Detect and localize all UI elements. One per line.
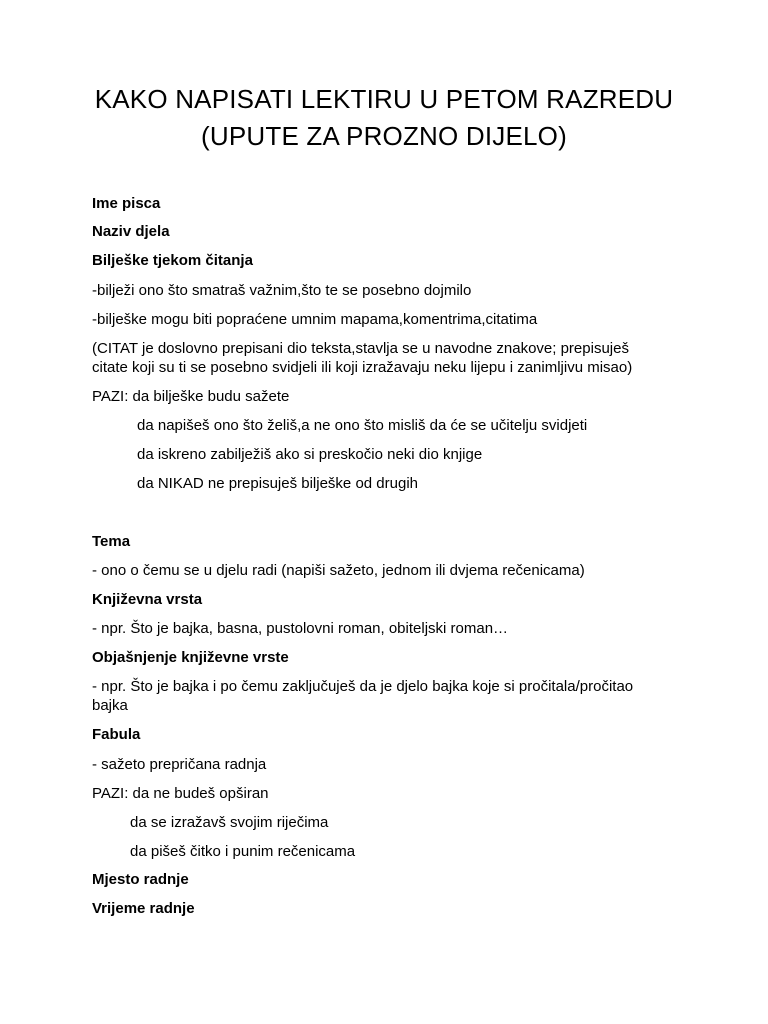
knjizevna-vrsta-text: - npr. Što je bajka, basna, pustolovni roman, obiteljski roman…	[92, 620, 509, 637]
document-title-line-2: (UPUTE ZA PROZNO DIJELO)	[201, 121, 567, 151]
heading-mjesto-radnje: Mjesto radnje	[92, 871, 189, 888]
heading-tema: Tema	[92, 533, 131, 550]
biljeske-line-1: -bilježi ono što smatraš važnim,što te se posebno dojmilo	[92, 282, 472, 299]
citat-line-2: citate koji su ti se posebno svidjeli ili koji izražavaju neku lijepu i zanimljivu misao)	[92, 359, 633, 376]
biljeske-line-2: -bilješke mogu biti popraćene umnim mapama,komentrima,citatima	[92, 311, 538, 328]
heading-knjizevna-vrsta: Književna vrsta	[92, 591, 203, 608]
document-title-line-1: KAKO NAPISATI LEKTIRU U PETOM RAZREDU	[94, 84, 674, 114]
pazi-fabula-item-1: da se izražavš svojim riječima	[130, 814, 329, 831]
citat-line-1: (CITAT je doslovno prepisani dio teksta,stavlja se u navodne znakove; prepisuješ	[92, 340, 629, 357]
pazi-fabula-line: PAZI: da ne budeš opširan	[92, 785, 269, 802]
pazi-biljeske-line: PAZI: da bilješke budu sažete	[92, 388, 290, 405]
heading-biljeske: Bilješke tjekom čitanja	[92, 252, 253, 269]
fabula-text: - sažeto prepričana radnja	[92, 756, 267, 773]
heading-fabula: Fabula	[92, 726, 141, 743]
heading-ime-pisca: Ime pisca	[92, 195, 161, 212]
heading-vrijeme-radnje: Vrijeme radnje	[92, 900, 195, 917]
pazi-fabula-item-2: da pišeš čitko i punim rečenicama	[130, 843, 356, 860]
objasnjenje-text-line-2: bajka	[92, 697, 128, 714]
objasnjenje-text-line-1: - npr. Što je bajka i po čemu zaključuješ da je djelo bajka koje si pročitala/pročitao	[92, 678, 634, 695]
heading-naziv-djela: Naziv djela	[92, 223, 170, 240]
pazi-biljeske-item-2: da iskreno zabilježiš ako si preskočio neki dio knjige	[137, 446, 483, 463]
pazi-biljeske-item-3: da NIKAD ne prepisuješ bilješke od drugih	[137, 475, 418, 492]
heading-objasnjenje-vrste: Objašnjenje književne vrste	[92, 649, 289, 666]
pazi-biljeske-item-1: da napišeš ono što želiš,a ne ono što misliš da će se učitelju svidjeti	[137, 417, 588, 434]
tema-text: - ono o čemu se u djelu radi (napiši sažeto, jednom ili dvjema rečenicama)	[92, 562, 585, 579]
